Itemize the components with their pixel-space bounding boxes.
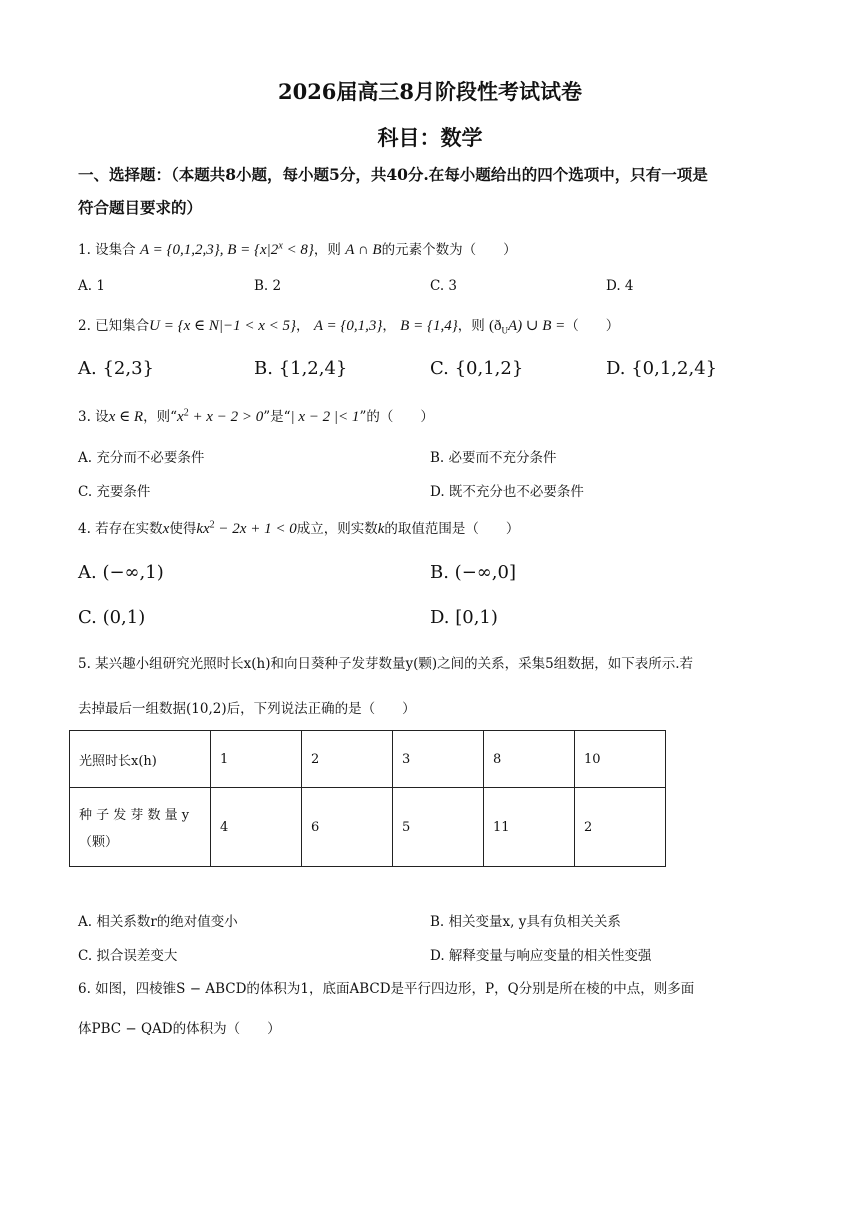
q2-option-c: C. {0,1,2}	[430, 358, 524, 379]
question-2: 2. 已知集合U = {x ∈ N|−1 < x < 5}， A = {0,1,3}， B = {1,4}，则 $(ð_UA)$ ∪ B =（ ）	[78, 318, 620, 336]
q2-option-d: D. {0,1,2,4}	[606, 358, 718, 379]
question-6-cont: 体PBC − QAD的体积为（ ）	[78, 1021, 281, 1037]
question-4: 4. 若存在实数x使得$kx^2 - 2x + 1 < 0$成立，则实数k的取值范围是（ ）	[78, 519, 520, 537]
q4-option-a: A. (−∞,1)	[78, 562, 164, 583]
table-cell: 5	[393, 788, 484, 867]
table-cell: 11	[484, 788, 575, 867]
set-a: A = {0,1,2,3}	[139, 242, 220, 258]
q1-option-b: B. 2	[254, 278, 282, 294]
question-1: 1. 设集合 A = {0,1,2,3}, $B = \{x|2^x < 8\}$，则 A ∩ B的元素个数为（ ）	[78, 240, 517, 258]
q1-option-d: D. 4	[606, 278, 634, 294]
section-heading-cont: 符合题目要求的）	[78, 198, 203, 217]
table-header-cell: 光照时长x(h)	[70, 731, 211, 788]
q4-option-d: D. [0,1)	[430, 607, 498, 628]
q5-option-c: C. 拟合误差变大	[78, 948, 178, 964]
question-3: 3. 设x ∈ R，则“$x^2 + x - 2 > 0$”是“| x − 2 |< 1”的（ ）	[78, 407, 434, 425]
q1-option-a: A. 1	[78, 278, 105, 294]
table-cell: 2	[302, 731, 393, 788]
q5-option-b: B. 相关变量x, y具有负相关关系	[430, 914, 621, 930]
table-row	[70, 788, 666, 867]
question-6: 6. 如图，四棱锥S − ABCD的体积为1，底面ABCD是平行四边形，P，Q分别是所在棱的中点，则多面	[78, 981, 695, 997]
page-title: 2026届高三8月阶段性考试试卷	[277, 79, 583, 104]
table-cell: 10	[575, 731, 666, 788]
q1-option-c: C. 3	[430, 278, 458, 294]
q3-option-d: D. 既不充分也不必要条件	[430, 484, 584, 500]
table-cell: 4	[211, 788, 302, 867]
table-row	[70, 731, 666, 788]
q2-option-b: B. {1,2,4}	[254, 358, 348, 379]
question-5: 5. 某兴趣小组研究光照时长x(h)和向日葵种子发芽数量y(颗)之间的关系，采集5组数据，如下表所示.若	[78, 656, 694, 672]
q4-option-c: C. (0,1)	[78, 607, 146, 628]
data-table	[69, 730, 666, 867]
q3-option-b: B. 必要而不充分条件	[430, 450, 557, 466]
table-cell: 6	[302, 788, 393, 867]
subject-title: 科目：数学	[377, 125, 483, 150]
q4-option-b: B. (−∞,0]	[430, 562, 516, 583]
table-cell: 1	[211, 731, 302, 788]
q5-option-a: A. 相关系数r的绝对值变小	[78, 914, 238, 930]
section-heading: 一、选择题：（本题共8小题，每小题5分，共40分.在每小题给出的四个选项中，只有一项是	[78, 165, 708, 184]
table-cell: 2	[575, 788, 666, 867]
table-cell: 8	[484, 731, 575, 788]
q3-option-c: C. 充要条件	[78, 484, 151, 500]
q2-option-a: A. {2,3}	[78, 358, 154, 379]
q3-option-a: A. 充分而不必要条件	[78, 450, 205, 466]
q5-option-d: D. 解释变量与响应变量的相关性变强	[430, 948, 652, 964]
question-5-cont: 去掉最后一组数据(10,2)后，下列说法正确的是（ ）	[78, 701, 416, 717]
table-cell: 3	[393, 731, 484, 788]
table-header-cell: 种 子 发 芽 数 量 y （颗）	[70, 788, 211, 867]
